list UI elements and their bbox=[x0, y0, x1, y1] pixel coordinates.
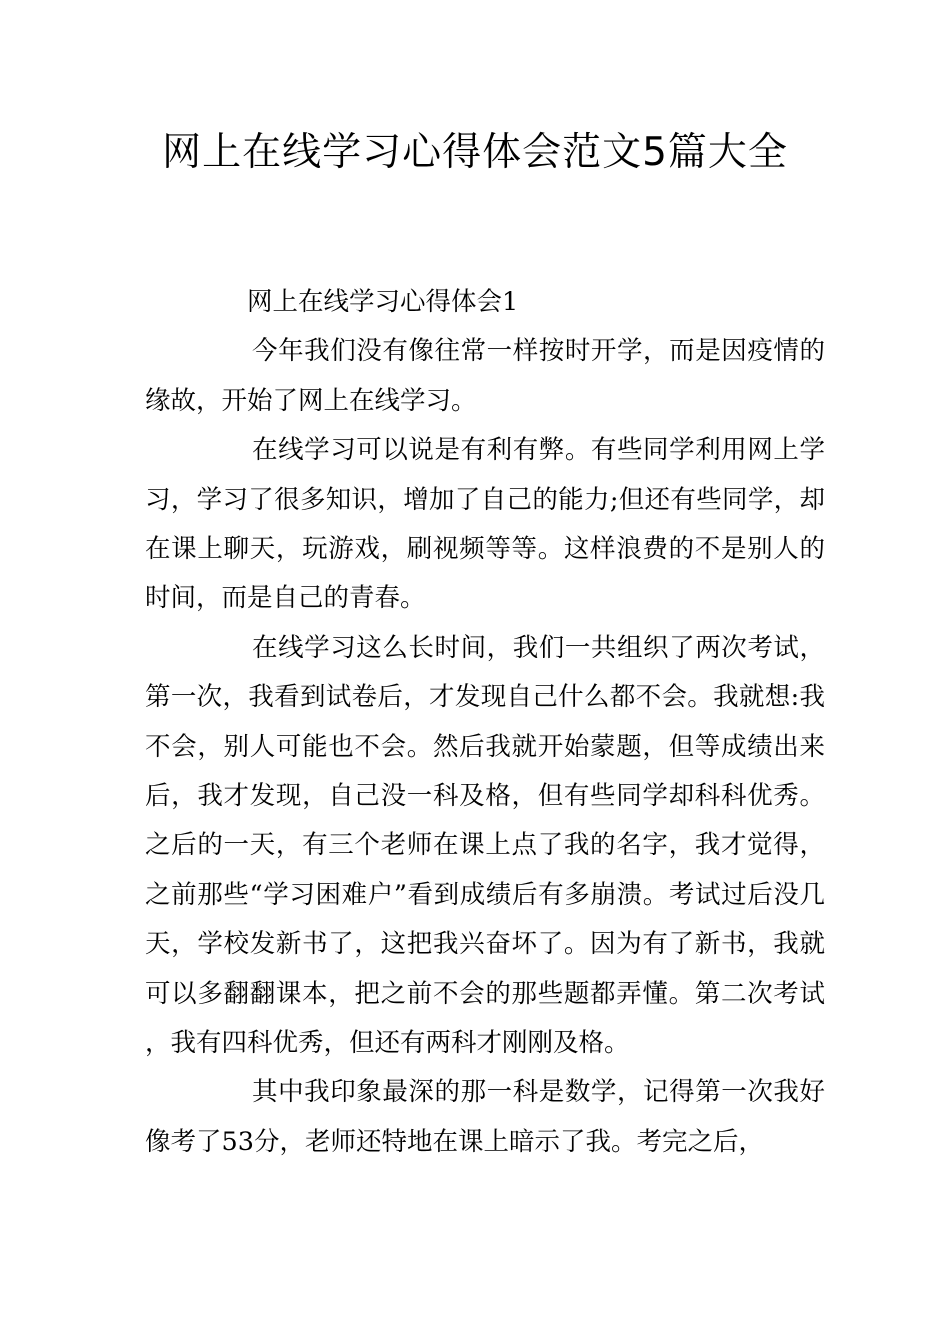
paragraph-3: 在线学习这么长时间，我们一共组织了两次考试，第一次，我看到试卷后，才发现自己什么都不会。我就想:我不会，别人可能也不会。然后我就开始蒙题，但等成绩出来后，我才发现，自己没一科及格，但有些同学却科科优秀。之后的一天，有三个老师在课上点了我的名字，我才觉得，之前那些“学习困难户”看到成绩后有多崩溃。考试过后没几天，学校发新书了，这把我兴奋坏了。因为有了新书，我就可以多翻翻课本，把之前不会的那些题都弄懂。第二次考试，我有四科优秀，但还有两科才刚刚及格。 bbox=[145, 632, 825, 1059]
paragraph-4: 其中我印象最深的那一科是数学，记得第一次我好像考了53分，老师还特地在课上暗示了我。考完之后， bbox=[145, 1077, 825, 1157]
paragraph-2: 在线学习可以说是有利有弊。有些同学利用网上学习，学习了很多知识，增加了自己的能力;但还有些同学，却在课上聊天，玩游戏，刷视频等等。这样浪费的不是别人的时间，而是自己的青春。 bbox=[145, 435, 825, 614]
document-title: 网上在线学习心得体会范文5篇大全 bbox=[162, 130, 788, 175]
section-heading: 网上在线学习心得体会1 bbox=[247, 287, 519, 317]
paragraph-1: 今年我们没有像往常一样按时开学，而是因疫情的缘故，开始了网上在线学习。 bbox=[145, 336, 825, 416]
document-body bbox=[145, 278, 825, 1167]
